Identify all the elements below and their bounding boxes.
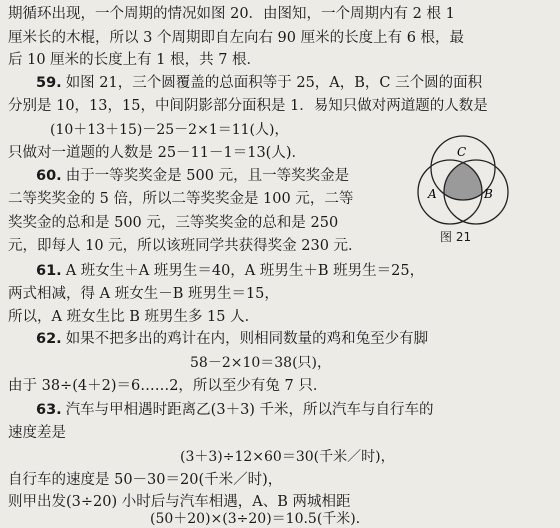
problem-61-line-1: 61. A 班女生＋A 班男生＝40，A 班男生＋B 班男生＝25， — [36, 263, 425, 279]
formula-line: (50＋20)×(3÷20)＝10.5(千米)． — [150, 511, 370, 527]
problem-number: 60. — [36, 168, 62, 184]
text-line: 厘米长的木棍，所以 3 个周期即自左向右 90 厘米的长度上有 6 根，最 — [8, 30, 465, 46]
text-line: 期循环出现，一个周期的情况如图 20．由图知，一个周期内有 2 根 1 — [8, 6, 455, 22]
problem-60-line-1: 60. 由于一等奖奖金是 500 元，且一等奖奖金是 — [36, 168, 350, 184]
text-line: 元，即每人 10 元，所以该班同学共获得奖金 230 元． — [8, 238, 363, 254]
text-line: 自行车的速度是 50－30＝20(千米／时)， — [8, 472, 283, 488]
venn-diagram-figure — [408, 130, 518, 240]
formula-line: 58－2×10＝38(只)， — [190, 355, 332, 371]
label-b: B — [484, 187, 493, 201]
formula-line: (10＋13＋15)－25－2×1＝11(人)， — [50, 122, 289, 138]
problem-62-line-1: 62. 如果不把多出的鸡计在内，则相同数量的鸡和兔至少有脚 — [36, 331, 429, 347]
figure-caption: 图 21 — [440, 230, 472, 244]
text-line: 奖奖金的总和是 500 元，三等奖奖金的总和是 250 — [8, 215, 339, 231]
problem-number: 62. — [36, 331, 62, 347]
problem-63-line-1: 63. 汽车与甲相遇时距离乙(3＋3) 千米，所以汽车与自行车的 — [36, 402, 434, 418]
label-c: C — [457, 145, 467, 159]
text-line: 两式相减，得 A 班女生－B 班男生＝15， — [8, 286, 279, 302]
problem-number: 61. — [36, 263, 62, 279]
text-line: 分别是 10，13，15，中间阴影部分面积是 1．易知只做对两道题的人数是 — [8, 98, 488, 114]
text-line: 则甲出发(3÷20) 小时后与汽车相遇，A、B 两城相距 — [8, 494, 351, 510]
problem-number: 59. — [36, 75, 62, 91]
text-line: 由于 38÷(4＋2)＝6……2，所以至少有兔 7 只． — [8, 378, 328, 394]
text-line: 速度差是 — [8, 425, 66, 441]
text-line: 只做对一道题的人数是 25－11－1＝13(人)． — [8, 145, 306, 161]
problem-number: 63. — [36, 402, 62, 418]
text-line: 后 10 厘米的长度上有 1 根，共 7 根． — [8, 52, 262, 68]
text-line: 二等奖奖金的 5 倍，所以二等奖奖金是 100 元，二等 — [8, 191, 354, 207]
problem-59-line-1: 59. 如图 21，三个圆覆盖的总面积等于 25，A，B，C 三个圆的面积 — [36, 75, 483, 91]
text-line: 所以，A 班女生比 B 班男生多 15 人． — [8, 309, 260, 325]
formula-line: (3＋3)÷12×60＝30(千米／时)， — [180, 449, 395, 465]
label-a: A — [428, 187, 437, 201]
